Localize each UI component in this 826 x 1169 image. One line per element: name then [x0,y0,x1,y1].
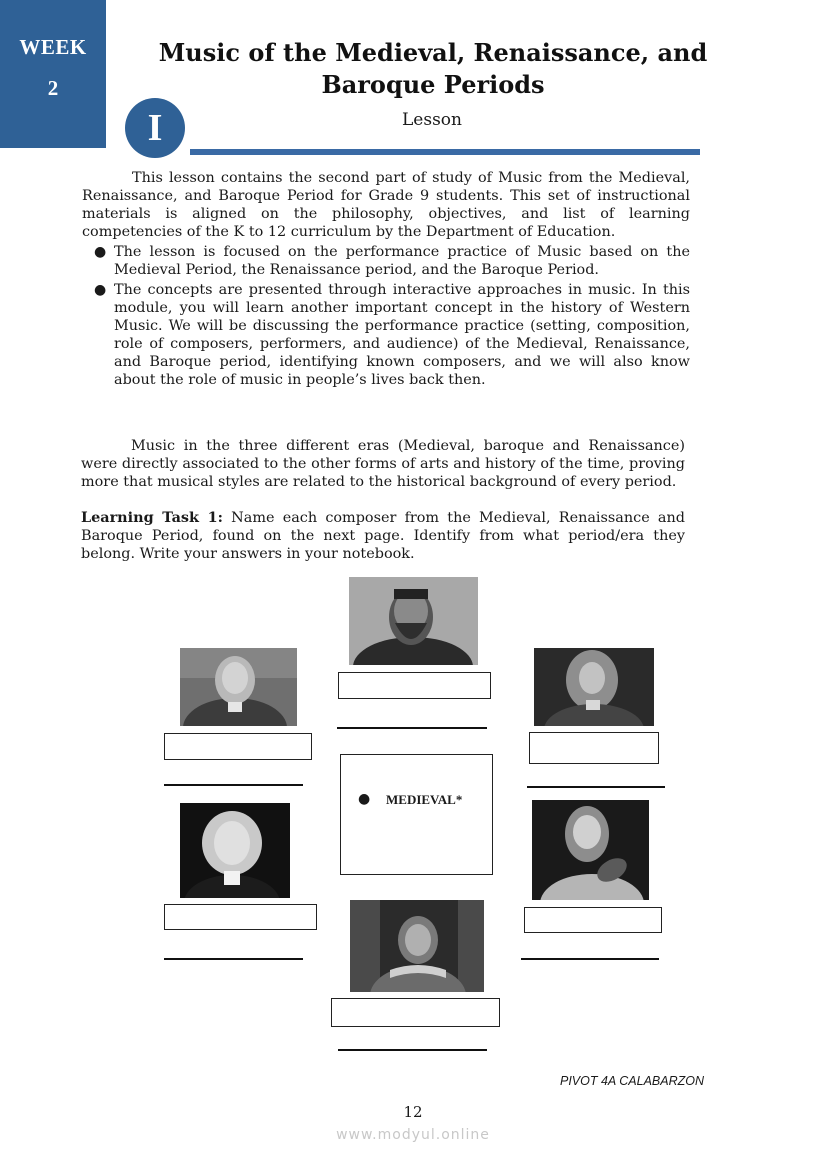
composer-portrait-bottom [350,900,484,992]
bullet-icon: ● [94,244,107,260]
composer-portrait-right-bottom [532,800,649,900]
task-text: Name each composer from the Medieval, Renaissance and Baroque Period, found on the next page. Identify from what period/era they belong. Write your answers in your notebook. [81,510,685,562]
section-label: Lesson [402,110,462,130]
week-label: WEEK [19,35,87,59]
bullet-icon: ● [358,791,371,807]
portrait-image [532,800,649,900]
composer-portrait-left-top [180,648,297,726]
answer-box-left-bottom[interactable] [164,904,317,930]
medieval-label: MEDIEVAL* [386,792,463,807]
list-item [92,281,690,389]
composer-portrait-left-bottom [180,803,290,898]
section-letter-badge: I [125,98,185,158]
portrait-image [534,648,654,726]
intro-text: This lesson contains the second part of study of Music from the Medieval, Renaissance, and Baroque Period for Grade 9 students. This set of instructional materials is aligned on the philosophy, objectives, and list of learning competencies of the K to 12 curriculum by the Department of Education. [82,170,690,240]
bullet-text: The lesson is focused on the performance practice of Music based on the Medieval Period, the Renaissance period, and the Baroque Period. [114,244,690,278]
portrait-image [349,577,478,665]
answer-line-right-top[interactable] [527,786,665,788]
answer-box-right-top[interactable] [529,732,659,764]
page-number: 12 [403,1103,423,1121]
answer-line-right-bottom[interactable] [521,958,659,960]
page-title: Music of the Medieval, Renaissance, and Baroque Periods [158,38,708,99]
watermark: www.modyul.online [336,1127,490,1143]
header-rule [190,149,700,155]
intro-paragraph [82,169,690,241]
footer-label: PIVOT 4A CALABARZON [560,1074,705,1088]
learning-task [81,509,685,563]
portrait-image [180,648,297,726]
bullet-text: The concepts are presented through interactive approaches in music. In this module, you will learn another important concept in the history of Western Music. We will be discussing the performance practice (setting, composition, role of composers, performers, and audience) of the Medieval, Renaissance, and Baroque period, identifying known composers, and we will also know about the role of music in people’s lives back then. [114,282,690,388]
answer-line-bottom[interactable] [338,1049,487,1051]
answer-line-left-top[interactable] [164,784,303,786]
eras-text: Music in the three different eras (Medieval, baroque and Renaissance) were directly associated to the other forms of arts and history of the time, proving more that musical styles are related to the historical background of every period. [81,438,685,490]
answer-box-left-top[interactable] [164,733,312,760]
answer-box-bottom[interactable] [331,998,500,1027]
eras-paragraph [81,437,685,491]
answer-line-top[interactable] [337,727,487,729]
answer-box-top[interactable] [338,672,491,699]
medieval-box [340,754,493,875]
answer-box-right-bottom[interactable] [524,907,662,933]
bullet-list [92,243,690,391]
list-item [92,243,690,279]
portrait-image [350,900,484,992]
composer-portrait-top [349,577,478,665]
week-tab [0,0,106,148]
week-number: 2 [47,76,59,100]
portrait-image [180,803,290,898]
answer-line-left-bottom[interactable] [164,958,303,960]
bullet-icon: ● [94,282,107,298]
task-label: Learning Task 1: [81,509,223,526]
composer-portrait-right-top [534,648,654,726]
